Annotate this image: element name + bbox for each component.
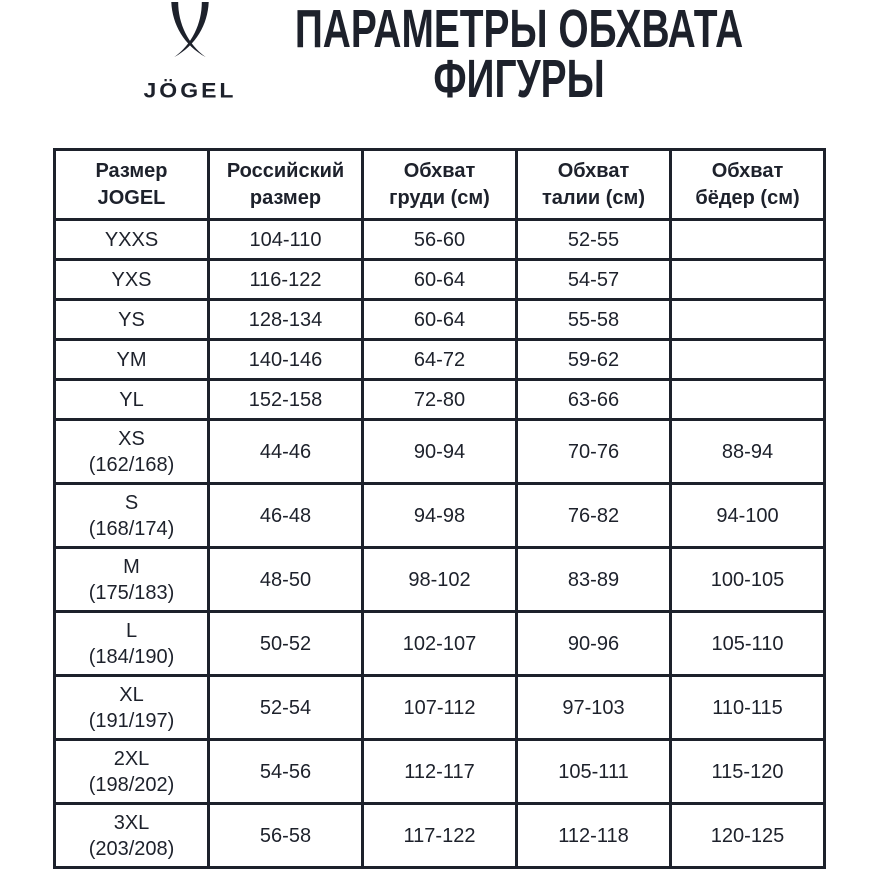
cell-jogel-size: YL bbox=[55, 380, 209, 420]
cell-waist: 90-96 bbox=[517, 612, 671, 676]
table-row bbox=[55, 612, 825, 676]
cell-waist: 55-58 bbox=[517, 300, 671, 340]
cell-chest: 64-72 bbox=[363, 340, 517, 380]
cell-russian-size: 116-122 bbox=[209, 260, 363, 300]
cell-jogel-size: XS (162/168) bbox=[55, 420, 209, 484]
cell-russian-size: 48-50 bbox=[209, 548, 363, 612]
cell-hips bbox=[671, 300, 825, 340]
page-title-line1: ПАРАМЕТРЫ ОБХВАТА bbox=[294, 0, 744, 59]
cell-hips bbox=[671, 380, 825, 420]
cell-chest: 72-80 bbox=[363, 380, 517, 420]
cell-chest: 117-122 bbox=[363, 804, 517, 868]
table-row bbox=[55, 300, 825, 340]
table-row bbox=[55, 548, 825, 612]
table-row bbox=[55, 420, 825, 484]
header-row bbox=[55, 150, 825, 220]
cell-jogel-size: YXXS bbox=[55, 220, 209, 260]
cell-waist: 83-89 bbox=[517, 548, 671, 612]
cell-russian-size: 46-48 bbox=[209, 484, 363, 548]
col-header-russian-size: Российский размер bbox=[209, 150, 363, 220]
cell-hips: 115-120 bbox=[671, 740, 825, 804]
table-row bbox=[55, 260, 825, 300]
cell-waist: 70-76 bbox=[517, 420, 671, 484]
cell-jogel-size: 2XL (198/202) bbox=[55, 740, 209, 804]
table-row bbox=[55, 220, 825, 260]
cell-jogel-size: 3XL (203/208) bbox=[55, 804, 209, 868]
cell-russian-size: 52-54 bbox=[209, 676, 363, 740]
table-row bbox=[55, 804, 825, 868]
cell-chest: 94-98 bbox=[363, 484, 517, 548]
cell-russian-size: 104-110 bbox=[209, 220, 363, 260]
table-row bbox=[55, 740, 825, 804]
cell-waist: 112-118 bbox=[517, 804, 671, 868]
cell-jogel-size: S (168/174) bbox=[55, 484, 209, 548]
cell-russian-size: 140-146 bbox=[209, 340, 363, 380]
cell-hips: 120-125 bbox=[671, 804, 825, 868]
cell-waist: 105-111 bbox=[517, 740, 671, 804]
cell-chest: 112-117 bbox=[363, 740, 517, 804]
cell-hips bbox=[671, 340, 825, 380]
cell-waist: 59-62 bbox=[517, 340, 671, 380]
cell-chest: 102-107 bbox=[363, 612, 517, 676]
cell-jogel-size: XL (191/197) bbox=[55, 676, 209, 740]
col-header-waist: Обхват талии (см) bbox=[517, 150, 671, 220]
cell-waist: 52-55 bbox=[517, 220, 671, 260]
cell-chest: 56-60 bbox=[363, 220, 517, 260]
size-table bbox=[53, 148, 826, 869]
cell-chest: 98-102 bbox=[363, 548, 517, 612]
cell-waist: 76-82 bbox=[517, 484, 671, 548]
cell-hips: 110-115 bbox=[671, 676, 825, 740]
cell-russian-size: 152-158 bbox=[209, 380, 363, 420]
cell-russian-size: 56-58 bbox=[209, 804, 363, 868]
cell-chest: 60-64 bbox=[363, 300, 517, 340]
brand-wordmark: JÖGEL bbox=[143, 78, 237, 102]
cell-russian-size: 50-52 bbox=[209, 612, 363, 676]
cell-hips: 88-94 bbox=[671, 420, 825, 484]
cell-hips: 94-100 bbox=[671, 484, 825, 548]
cell-hips bbox=[671, 260, 825, 300]
cell-waist: 97-103 bbox=[517, 676, 671, 740]
table-row bbox=[55, 340, 825, 380]
col-header-chest: Обхват груди (см) bbox=[363, 150, 517, 220]
cell-hips bbox=[671, 220, 825, 260]
page-title bbox=[208, 0, 831, 109]
table-row bbox=[55, 380, 825, 420]
table-row bbox=[55, 484, 825, 548]
cell-jogel-size: M (175/183) bbox=[55, 548, 209, 612]
table-row bbox=[55, 676, 825, 740]
cell-jogel-size: L (184/190) bbox=[55, 612, 209, 676]
page-title-line2: ФИГУРЫ bbox=[433, 49, 605, 109]
cell-jogel-size: YXS bbox=[55, 260, 209, 300]
cell-jogel-size: YS bbox=[55, 300, 209, 340]
cell-chest: 107-112 bbox=[363, 676, 517, 740]
cell-russian-size: 54-56 bbox=[209, 740, 363, 804]
cell-waist: 54-57 bbox=[517, 260, 671, 300]
col-header-jogel-size: Размер JOGEL bbox=[55, 150, 209, 220]
col-header-hips: Обхват бёдер (см) bbox=[671, 150, 825, 220]
cell-hips: 100-105 bbox=[671, 548, 825, 612]
size-table-header bbox=[55, 150, 825, 220]
cell-hips: 105-110 bbox=[671, 612, 825, 676]
cell-waist: 63-66 bbox=[517, 380, 671, 420]
cell-russian-size: 128-134 bbox=[209, 300, 363, 340]
size-table-body bbox=[55, 220, 825, 868]
cell-chest: 90-94 bbox=[363, 420, 517, 484]
cell-chest: 60-64 bbox=[363, 260, 517, 300]
cell-russian-size: 44-46 bbox=[209, 420, 363, 484]
cell-jogel-size: YM bbox=[55, 340, 209, 380]
